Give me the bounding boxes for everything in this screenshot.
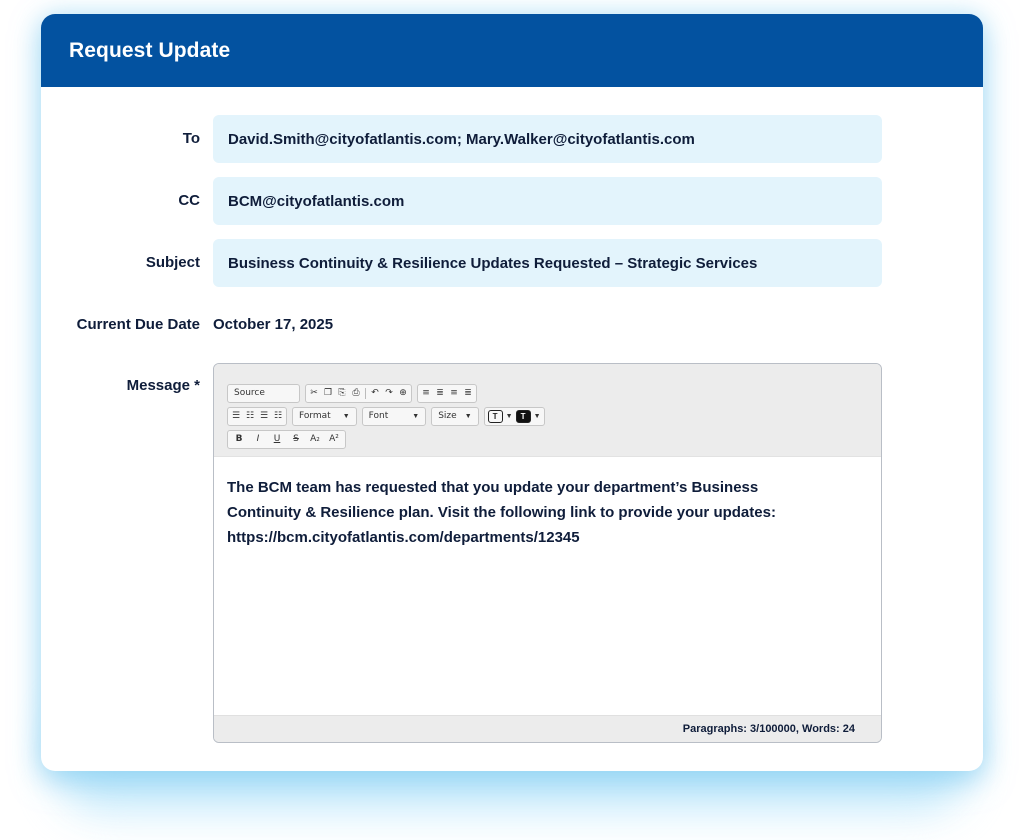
bold-button[interactable]: B [235, 434, 243, 444]
text-color-icon[interactable]: T [488, 410, 503, 423]
clipboard-group [305, 384, 412, 403]
toolbar-row-2 [227, 407, 545, 426]
editor-status-bar [214, 715, 881, 742]
toolbar-row-3 [227, 430, 346, 449]
align-right-icon[interactable]: ≡ [450, 388, 458, 398]
chevron-down-icon: ▼ [464, 413, 472, 420]
subscript-button[interactable]: A₂ [310, 434, 320, 444]
superscript-button[interactable]: A² [329, 434, 339, 444]
message-label: Message * [126, 377, 200, 394]
request-update-dialog [41, 14, 983, 771]
italic-button[interactable]: I [256, 434, 260, 444]
style-group [227, 430, 346, 449]
align-left-icon[interactable]: ≡ [422, 388, 430, 398]
chevron-down-icon: ▼ [342, 413, 350, 420]
toolbar-row-1 [227, 384, 477, 403]
strikethrough-button[interactable]: S [293, 434, 299, 444]
font-dropdown[interactable] [362, 407, 427, 426]
bulleted-list-icon[interactable]: ☰ [231, 411, 241, 421]
format-dropdown[interactable] [292, 407, 357, 426]
align-group [417, 384, 477, 403]
message-line: The BCM team has requested that you update your department’s Business [227, 479, 759, 496]
message-body[interactable] [214, 457, 881, 550]
cut-icon[interactable]: ✂ [310, 388, 318, 398]
subject-label: Subject [145, 254, 200, 271]
size-dropdown[interactable] [431, 407, 478, 426]
chevron-down-icon[interactable]: ▼ [533, 413, 541, 420]
redo-icon[interactable]: ↷ [385, 388, 393, 398]
size-label: Size [438, 411, 457, 421]
chevron-down-icon: ▼ [412, 413, 420, 420]
editor-toolbar [214, 364, 881, 457]
due-date-label: Current Due Date [76, 316, 200, 333]
paste-text-icon[interactable]: ⎙ [352, 388, 360, 398]
outdent-icon[interactable]: ☰ [259, 411, 269, 421]
attach-icon[interactable]: ⊕ [399, 388, 407, 398]
align-justify-icon[interactable]: ≣ [464, 388, 472, 398]
separator [365, 388, 366, 399]
to-field[interactable]: David.Smith@cityofatlantis.com; Mary.Walker@cityofatlantis.com [213, 115, 882, 163]
source-button[interactable] [227, 384, 300, 403]
paste-icon[interactable]: ⎘ [338, 388, 346, 398]
due-date-value: October 17, 2025 [213, 316, 334, 333]
message-link[interactable]: https://bcm.cityofatlantis.com/departments/12345 [227, 529, 580, 546]
to-label: To [182, 130, 200, 147]
numbered-list-icon[interactable]: ☷ [245, 411, 255, 421]
cc-field[interactable]: BCM@cityofatlantis.com [213, 177, 882, 225]
underline-button[interactable]: U [273, 434, 281, 444]
indent-icon[interactable]: ☷ [273, 411, 283, 421]
list-group [227, 407, 287, 426]
paragraph-word-count: Paragraphs: 3/100000, Words: 24 [682, 723, 855, 735]
background-color-icon[interactable]: T [516, 410, 531, 423]
undo-icon[interactable]: ↶ [371, 388, 379, 398]
color-group [484, 407, 545, 426]
copy-icon[interactable]: ❐ [323, 388, 333, 398]
font-label: Font [368, 411, 389, 421]
source-label: Source [234, 388, 265, 398]
cc-label: CC [178, 192, 200, 209]
subject-field[interactable]: Business Continuity & Resilience Updates Requested – Strategic Services [213, 239, 882, 287]
message-editor[interactable] [213, 363, 882, 743]
format-label: Format [299, 411, 331, 421]
align-center-icon[interactable]: ≣ [436, 388, 444, 398]
chevron-down-icon[interactable]: ▼ [505, 413, 513, 420]
dialog-title: Request Update [41, 14, 983, 87]
message-line: Continuity & Resilience plan. Visit the following link to provide your updates: [227, 504, 776, 521]
